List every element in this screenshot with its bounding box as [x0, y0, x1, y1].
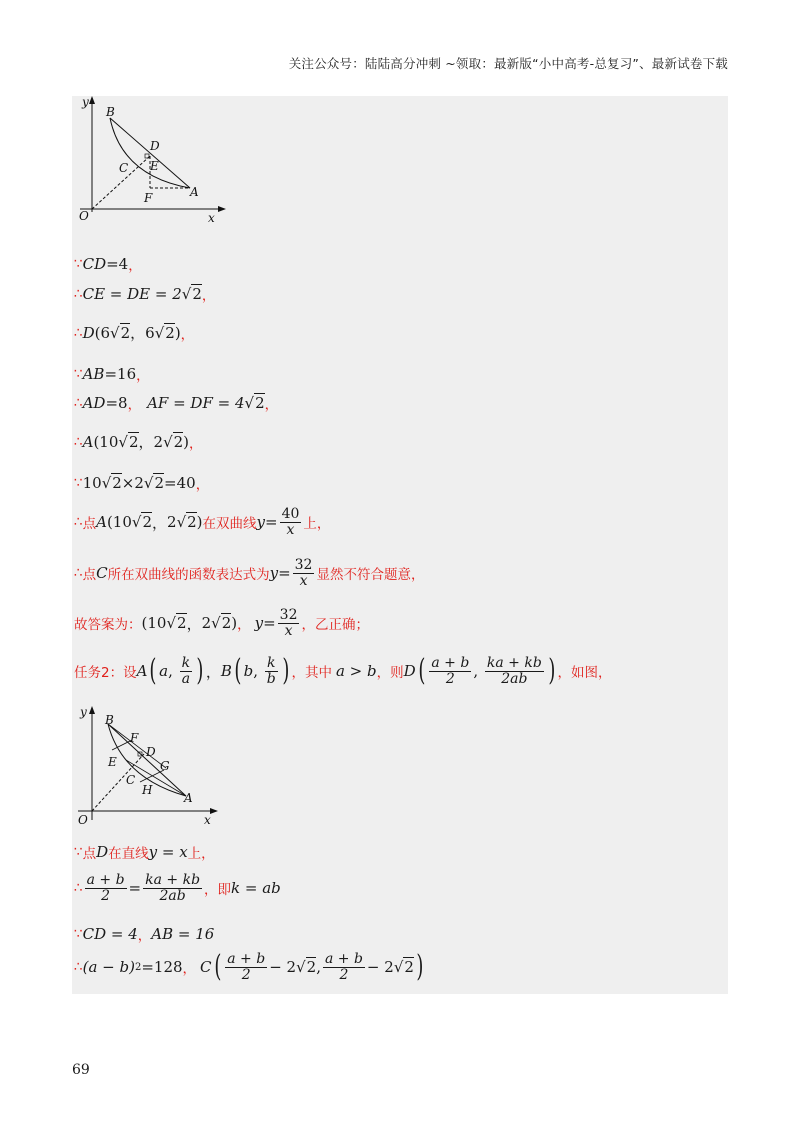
fig1-label-f: F [144, 191, 153, 205]
point-name: D [403, 662, 416, 681]
coefficient: 2 [153, 432, 164, 451]
fraction: $\frac{a + b}{2}$ [227, 951, 266, 983]
separator: , [316, 958, 321, 977]
text: ，其中 [291, 665, 332, 682]
equals: = [265, 513, 278, 532]
punctuation: ， [128, 258, 142, 274]
therefore-symbol: ∴ [74, 286, 83, 302]
variable: y [254, 614, 264, 633]
coefficient: 2 [167, 513, 177, 532]
because-symbol: ∵ [74, 475, 83, 491]
line-task2: 任务2：设 A ( a , $\frac{k}{a}$ ) ， B ( b , $\frac{k}{b}$ ) ，其中 a > b ，则 D ( $\frac{a + b}{2}$ , $\frac{ka + kb}{2ab}$ ) ，如图， [74, 653, 612, 689]
coefficient: 6 [100, 323, 111, 342]
coefficient: 10 [82, 474, 102, 492]
sqrt: √2 [118, 432, 139, 451]
fig2-label-h: H [142, 783, 153, 797]
therefore-symbol: ∴ [74, 959, 83, 976]
coefficient: 6 [145, 323, 155, 342]
punctuation: ， [127, 397, 142, 413]
point-name: A [136, 662, 148, 681]
fig2-label-g: G [160, 759, 170, 773]
therefore-symbol: ∴ [74, 433, 83, 450]
punctuation: ， [180, 326, 195, 343]
line-ad-af [74, 393, 278, 413]
fig2-label-x: x [204, 813, 211, 827]
separator: ， [186, 614, 202, 633]
text: 任务2：设 [74, 665, 137, 682]
math-expr: AF = DF = 4 [147, 394, 245, 412]
sqrt: √2 [154, 323, 175, 342]
fraction: $\frac{k}{b}$ [266, 655, 276, 687]
times-symbol: × [121, 474, 135, 492]
line-d-on-line [74, 842, 215, 862]
punctuation: ， [189, 435, 203, 452]
punctuation: ， [201, 288, 216, 304]
fig1-label-x: x [208, 211, 215, 225]
line-point-c: ∴ (a − b) 2 =128 ， C ( $\frac{a + b}{2}$ − 2 √2 , $\frac{a + b}{2}$ − 2 √2 ) [74, 949, 424, 985]
because-symbol: ∵ [74, 926, 83, 942]
punctuation: ， [136, 368, 150, 384]
fraction: $\frac{40}{x}$ [281, 506, 300, 538]
fig1-label-y: y [82, 96, 89, 109]
fig1-label-c: C [119, 161, 129, 175]
line-ce-de [74, 284, 215, 304]
therefore-symbol: ∴ [74, 395, 83, 411]
sqrt: √2 [244, 394, 265, 412]
text: 在双曲线 [202, 516, 257, 533]
page-header: 关注公众号：陆陆高分冲刺 ~领取：最新版“小中高考-总复习”、最新试卷下载 [288, 56, 728, 71]
fig2-label-o: O [78, 813, 88, 827]
fig2-label-a: A [184, 791, 193, 805]
line-ab-16 [74, 364, 150, 384]
because-symbol: ∵ [74, 366, 83, 382]
sqrt: √2 [163, 432, 184, 451]
coefficient: 2 [134, 474, 144, 492]
text: ，即 [204, 882, 232, 899]
punctuation: ， [137, 928, 152, 944]
math-expr: CE = DE = 2 [82, 285, 182, 303]
fraction: $\frac{32}{x}$ [294, 557, 313, 589]
line-product [74, 473, 209, 493]
fraction: $\frac{ka + kb}{2ab}$ [486, 655, 542, 687]
fig1-label-e: E [150, 159, 159, 173]
figure-1-diagram [72, 96, 232, 231]
point-name: D [82, 323, 95, 342]
fig2-label-d: D [146, 745, 156, 759]
fig2-label-e: E [108, 755, 117, 769]
page-number: 69 [72, 1062, 90, 1078]
separator: ， [152, 513, 168, 532]
because-symbol: ∵ [74, 844, 83, 860]
therefore-symbol: ∴ [74, 514, 83, 531]
sqrt: √2 [296, 958, 317, 977]
fraction: $\frac{ka + kb}{2ab}$ [145, 872, 201, 904]
variable: y [256, 513, 266, 532]
sqrt: √2 [166, 614, 187, 633]
coefficient: 10 [99, 432, 119, 451]
sqrt: √2 [143, 474, 165, 492]
sqrt: √2 [211, 614, 232, 633]
point-name: A [96, 513, 107, 532]
equation: k = ab [231, 879, 281, 898]
text: ，乙正确； [301, 617, 369, 634]
math-value: =8 [105, 394, 128, 412]
text: 在直线 [108, 846, 149, 862]
therefore-symbol: ∴ [74, 880, 83, 897]
sqrt: √2 [181, 285, 202, 303]
fig2-label-y: y [80, 706, 87, 719]
math-expr: CD [82, 255, 107, 273]
line-cd-ab [74, 924, 214, 944]
point-name: C [96, 564, 108, 583]
line-k-equals-ab [74, 873, 281, 903]
line-point-a: ∴ A ( 10 √2 ， 2 √2 ) ， [74, 432, 203, 452]
point-name: D [96, 843, 109, 861]
punctuation: ， [264, 397, 279, 413]
math-expr: CD = 4 [82, 925, 138, 943]
fig2-label-b: B [105, 713, 114, 727]
therefore-symbol: ∴ [74, 565, 83, 582]
equals: = [278, 564, 291, 583]
math-expr: AD [82, 394, 106, 412]
text: 点 [82, 516, 97, 533]
text: 上， [303, 516, 331, 533]
separator: ， [138, 433, 154, 451]
punctuation: ， [237, 617, 251, 634]
text: 点 [82, 846, 97, 862]
line-point-d: ∴ D ( 6 √2 ， 6 √2 ) ， [74, 323, 195, 343]
condition: a > b [335, 662, 377, 681]
coefficient: 2 [201, 614, 212, 633]
line-c-hyperbola [74, 558, 424, 588]
variable: y [269, 564, 279, 583]
point-name: C [200, 958, 212, 977]
exponent: 2 [134, 961, 142, 973]
line-cd-4 [74, 254, 142, 274]
math-expr: − 2 [366, 958, 394, 977]
equals: = [128, 879, 142, 898]
math-value: =16 [104, 365, 137, 383]
fraction: $\frac{32}{x}$ [279, 607, 298, 639]
variable: a [159, 662, 169, 681]
math-value: =40 [164, 474, 196, 492]
coefficient: 10 [112, 513, 132, 532]
separator: ， [205, 662, 221, 681]
fraction: $\frac{a + b}{2}$ [324, 951, 363, 983]
fig1-label-a: A [190, 185, 199, 199]
sqrt: √2 [176, 513, 197, 532]
separator: ， [130, 324, 146, 342]
fraction: $\frac{a + b}{2}$ [86, 872, 125, 904]
equals: = [263, 614, 276, 633]
fig1-label-b: B [106, 105, 115, 119]
point-name: A [82, 432, 94, 451]
fig1-label-d: D [150, 139, 160, 153]
fig1-label-o: O [79, 209, 89, 223]
text: 显然不符合题意， [316, 567, 425, 584]
math-expr: (a − b) [82, 958, 135, 977]
line-a-on-hyperbola: ∴ 点 A ( 10 √2 ， 2 √2 ) 在双曲线 y = $\frac{40}{x}$ 上， [74, 506, 331, 538]
text: 上， [187, 846, 215, 862]
text: ，则 [376, 665, 404, 682]
text: ，如图， [557, 665, 612, 682]
fraction: $\frac{a + b}{2}$ [431, 655, 470, 687]
sqrt: √2 [101, 474, 122, 492]
figure-2-diagram [72, 706, 232, 831]
text: 点 [82, 567, 97, 584]
sqrt: √2 [131, 513, 152, 532]
math-value: =4 [106, 255, 129, 273]
coefficient: 10 [147, 614, 167, 633]
punctuation: ， [195, 477, 210, 493]
fraction: $\frac{k}{a}$ [181, 655, 191, 687]
text: 故答案为： [74, 617, 142, 634]
variable: b [243, 662, 254, 681]
because-symbol: ∵ [74, 256, 83, 272]
fig2-label-f: F [130, 731, 139, 745]
sqrt: √2 [393, 958, 414, 977]
point-name: B [220, 662, 232, 681]
therefore-symbol: ∴ [74, 324, 83, 341]
math-expr: AB [82, 365, 105, 383]
text: 所在双曲线的函数表达式为 [107, 567, 270, 584]
math-expr: − 2 [269, 958, 297, 977]
punctuation: ， [182, 961, 197, 978]
math-expr: AB = 16 [151, 925, 215, 943]
math-value: =128 [141, 958, 183, 977]
fig2-label-c: C [126, 773, 136, 787]
line-answer: 故答案为： ( 10 √2 ， 2 √2 ) ， y = $\frac{32}{x}$ ，乙正确； [74, 607, 369, 639]
equation: y = x [148, 843, 188, 861]
sqrt: √2 [110, 323, 131, 342]
